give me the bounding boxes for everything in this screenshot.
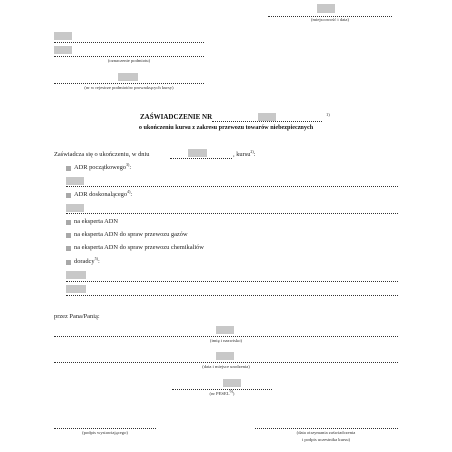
receipt-caption-line-2: i podpis uczestnika kursu) [301, 437, 351, 442]
option-advisor-footnote: 5) [94, 255, 98, 261]
option-adr-initial: ADR początkowego$^{3)}$: [74, 161, 132, 171]
checkbox-adr-refresher[interactable] [66, 193, 71, 198]
checkbox-adr-initial[interactable] [66, 166, 71, 171]
redacted-advisor-detail-2 [66, 285, 86, 293]
birth-details-caption: (data i miejsce urodzenia) [202, 364, 250, 369]
birth-details-line [54, 362, 398, 363]
intro-course-label [233, 148, 256, 158]
redacted-place-date [317, 4, 335, 13]
pesel-footnote: 6) [229, 388, 233, 394]
adr-refresher-detail-line [66, 213, 398, 214]
redacted-advisor-detail-1 [66, 271, 86, 279]
option-advisor-label: doradcy [74, 258, 95, 265]
redacted-course-date [188, 149, 207, 157]
option-adr-initial-label: ADR początkowego [74, 164, 126, 171]
option-adn-expert: na eksperta ADN [74, 218, 119, 225]
checkbox-adn-chemicals[interactable] [66, 246, 71, 251]
person-intro: przez Pana/Panią: [54, 313, 100, 320]
certificate-title [140, 113, 212, 121]
pesel-line [172, 389, 272, 390]
entity-line-2 [54, 56, 204, 57]
entity-line-1 [54, 42, 204, 43]
redacted-entity-line2 [54, 46, 72, 54]
option-adr-initial-footnote: 3) [126, 161, 130, 167]
option-advisor: doradcy$^{5)}$: [74, 255, 100, 265]
intro-footnote: 2) [250, 148, 254, 154]
pesel-caption-text: (nr PESEL [209, 391, 230, 396]
adr-initial-detail-line [66, 186, 398, 187]
pesel-caption-close: ) [232, 391, 235, 396]
receipt-signature-line [255, 428, 398, 429]
register-line [54, 83, 204, 84]
redacted-register-number [118, 73, 138, 81]
entity-caption: (oznaczenie podmiotu) [107, 58, 151, 63]
option-adr-refresher-label: ADR doskonalącego [74, 191, 128, 198]
receipt-caption-line-1: (data otrzymania zaświadczenia [296, 430, 356, 435]
redacted-adr-initial-detail [66, 177, 84, 185]
certificate-subtitle: o ukończeniu kursu z zakresu przewozu towarów niebezpiecznych [138, 124, 314, 131]
advisor-detail-line-2 [66, 295, 398, 296]
checkbox-adn-expert[interactable] [66, 220, 71, 225]
person-name-line [54, 336, 398, 337]
intro-text: Zaświadcza się o ukończeniu, w dniu [54, 151, 150, 158]
certificate-number-line [212, 121, 322, 122]
intro-course-text: , kursu [233, 151, 251, 158]
redacted-adr-refresher-detail [66, 204, 84, 212]
course-date-line [170, 158, 232, 159]
pesel-caption [209, 388, 235, 396]
register-caption: (nr w rejestrze podmiotów prowadzących kursy) [84, 85, 174, 90]
option-adr-refresher: ADR doskonalącego$^{4)}$: [74, 188, 133, 198]
place-date-caption: (miejscowość i data) [310, 17, 350, 22]
checkbox-advisor[interactable] [66, 260, 71, 265]
person-name-caption: (imię i nazwisko) [209, 338, 243, 343]
issuer-signature-caption: (podpis wystawiającego) [82, 430, 128, 435]
option-adn-gas: na eksperta ADN do spraw przewozu gazów [74, 231, 188, 238]
advisor-detail-line-1 [66, 281, 398, 282]
certificate-title-text: ZAŚWIADCZENIE NR [140, 113, 213, 121]
intro-colon: : [253, 151, 256, 158]
title-footnote: 1) [326, 112, 330, 117]
redacted-pesel [223, 379, 241, 387]
option-adr-refresher-footnote: 4) [127, 188, 131, 194]
checkbox-adn-gas[interactable] [66, 233, 71, 238]
issuer-signature-line [54, 428, 156, 429]
redacted-entity-line1 [54, 32, 72, 40]
redacted-certificate-number [258, 113, 276, 121]
redacted-person-name [216, 326, 234, 334]
option-adn-chemicals: na eksperta ADN do spraw przewozu chemikaliów [74, 244, 204, 251]
redacted-birth-details [216, 352, 234, 360]
